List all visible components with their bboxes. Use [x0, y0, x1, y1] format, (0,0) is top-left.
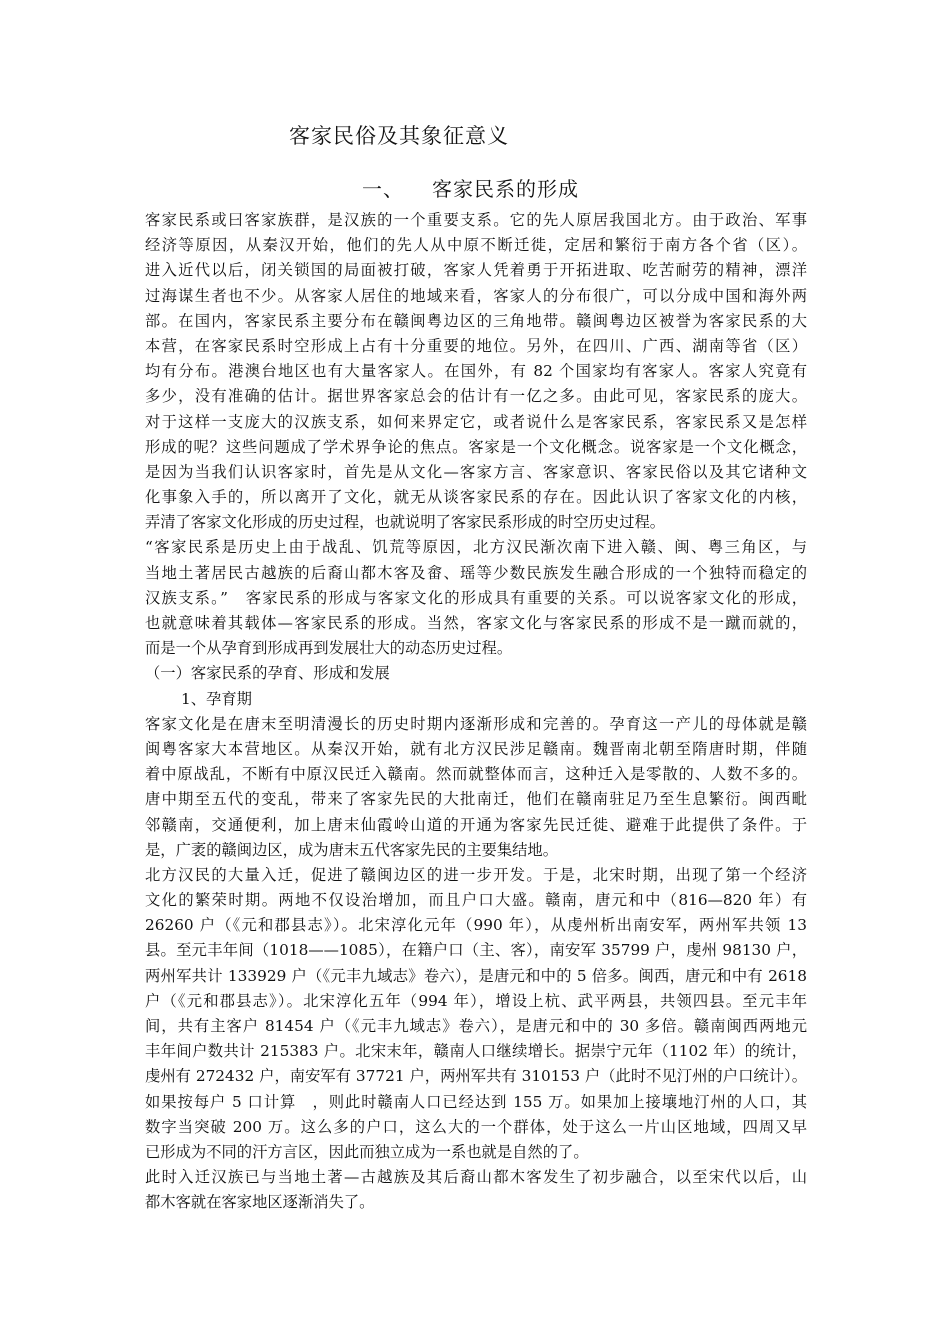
text-line: 化事象入手的，所以离开了文化，就无从谈客家民系的存在。因此认识了客家文化的内核，: [145, 488, 807, 507]
section-number: 一、: [362, 177, 404, 201]
text-line: 此时入迁汉族已与当地土著—古越族及其后裔山都木客发生了初步融合，以至宋代以后，山: [145, 1168, 807, 1187]
text-line: 文化的繁荣时期。两地不仅设治增加，而且户口大盛。赣南，唐元和中（816—820 年）有: [145, 891, 807, 910]
text-line: 间，共有主客户 81454 户（《元丰九域志》卷六），是唐元和中的 30 多倍。赣南闽西两地元: [145, 1017, 807, 1035]
text-line: 闽粤客家大本营地区。从秦汉开始，就有北方汉民涉足赣南。魏晋南北朝至隋唐时期，伴随: [145, 739, 807, 758]
text-line: 如果按每户 5 口计算 ，则此时赣南人口已经达到 155 万。如果加上接壤地汀州的人口，其: [145, 1092, 807, 1111]
text-line: 是因为当我们认识客家时，首先是从文化—客家方言、客家意识、客家民俗以及其它诸种文: [145, 462, 807, 481]
text-line: 县。至元丰年间（1018——1085），在籍户口（主、客），南安军 35799 户，虔州 98130 户，: [145, 941, 807, 960]
text-line: 均有分布。港澳台地区也有大量客家人。在国外，有 82 个国家均有客家人。客家人究竟有: [145, 362, 807, 381]
text-line: 虔州有 272432 户，南安军有 37721 户，两州军共有 310153 户（此时不见汀州的户口统计）。: [145, 1067, 807, 1086]
section-heading-text: 客家民系的形成: [432, 177, 579, 201]
text-line: （一）客家民系的孕育、形成和发展: [145, 664, 390, 683]
text-line: 进入近代以后，闭关锁国的局面被打破，客家人凭着勇于开拓进取、吃苦耐劳的精神，漂洋: [145, 261, 807, 280]
text-line: 邻赣南，交通便利，加上唐末仙霞岭山道的开通为客家先民迁徙、避难于此提供了条件。于: [145, 815, 807, 834]
text-line: 经济等原因，从秦汉开始，他们的先人从中原不断迁徙，定居和繁衍于南方各个省（区）。: [145, 236, 807, 255]
document-title: 客家民俗及其象征意义: [289, 124, 509, 148]
text-line: 本营，在客家民系时空形成上占有十分重要的地位。另外，在四川、广西、湖南等省（区）: [145, 336, 807, 355]
text-line: 1、孕育期: [181, 689, 252, 708]
text-line: 北方汉民的大量入迁，促进了赣闽边区的进一步开发。于是，北宋时期，出现了第一个经济: [145, 865, 807, 884]
text-line: 当地土著居民古越族的后裔山都木客及畲、瑶等少数民族发生融合形成的一个独特而稳定的: [145, 563, 807, 582]
text-line: 对于这样一支庞大的汉族支系，如何来界定它，或者说什么是客家民系，客家民系又是怎样: [145, 412, 807, 431]
text-line: 数字当突破 200 万。这么多的户口，这么大的一个群体，处于这么一片山区地域，四周又早: [145, 1117, 807, 1136]
text-line: 多少，没有准确的估计。据世界客家总会的估计有一亿之多。由此可见，客家民系的庞大。: [145, 387, 807, 406]
text-line: 已形成为不同的汗方言区，因此而独立成为一系也就是自然的了。: [145, 1142, 589, 1161]
text-line: 户（《元和郡县志》）。北宋淳化五年（994 年），增设上杭、武平两县，共领四县。至元丰年: [145, 991, 807, 1010]
body-text: [145, 208, 807, 1216]
text-line: 两州军共计 133929 户（《元丰九域志》卷六），是唐元和中的 5 倍多。闽西，唐元和中有 2618: [145, 966, 807, 985]
text-line: 汉族支系。” 客家民系的形成与客家文化的形成具有重要的关系。可以说客家文化的形成，: [145, 588, 807, 607]
text-line: 弄清了客家文化形成的历史过程，也就说明了客家民系形成的时空历史过程。: [145, 513, 666, 532]
text-line: 是，广袤的赣闽边区，成为唐末五代客家先民的主要集结地。: [145, 840, 559, 859]
text-line: 部。在国内，客家民系主要分布在赣闽粤边区的三角地带。赣闽粤边区被誉为客家民系的大: [145, 311, 807, 330]
section-heading: [362, 173, 579, 202]
text-line: 而是一个从孕育到形成再到发展壮大的动态历史过程。: [145, 639, 513, 658]
text-line: 也就意味着其载体—客家民系的形成。当然，客家文化与客家民系的形成不是一蹴而就的，: [145, 614, 807, 632]
text-line: 过海谋生者也不少。从客家人居住的地域来看，客家人的分布很广，可以分成中国和海外两: [145, 286, 807, 305]
text-line: 丰年间户数共计 215383 户。北宋末年，赣南人口继续增长。据崇宁元年（1102 年）的统计，: [145, 1042, 807, 1061]
text-line: “客家民系是历史上由于战乱、饥荒等原因，北方汉民渐次南下进入赣、闽、粤三角区，与: [145, 538, 807, 557]
text-line: 客家民系或曰客家族群，是汉族的一个重要支系。它的先人原居我国北方。由于政治、军事: [145, 211, 807, 229]
text-line: 唐中期至五代的变乱，带来了客家先民的大批南迁，他们在赣南驻足乃至生息繁衍。闽西毗: [145, 790, 807, 809]
text-line: 26260 户（《元和郡县志》）。北宋淳化元年（990 年），从虔州析出南安军，两州军共领 13: [145, 916, 807, 935]
text-line: 都木客就在客家地区逐渐消失了。: [145, 1193, 375, 1212]
text-line: 客家文化是在唐末至明清漫长的历史时期内逐渐形成和完善的。孕育这一产儿的母体就是赣: [145, 714, 807, 733]
text-line: 着中原战乱，不断有中原汉民迁入赣南。然而就整体而言，这种迁入是零散的、人数不多的。: [145, 765, 807, 784]
text-line: 形成的呢？这些问题成了学术界争论的焦点。客家是一个文化概念。说客家是一个文化概念，: [145, 437, 807, 456]
